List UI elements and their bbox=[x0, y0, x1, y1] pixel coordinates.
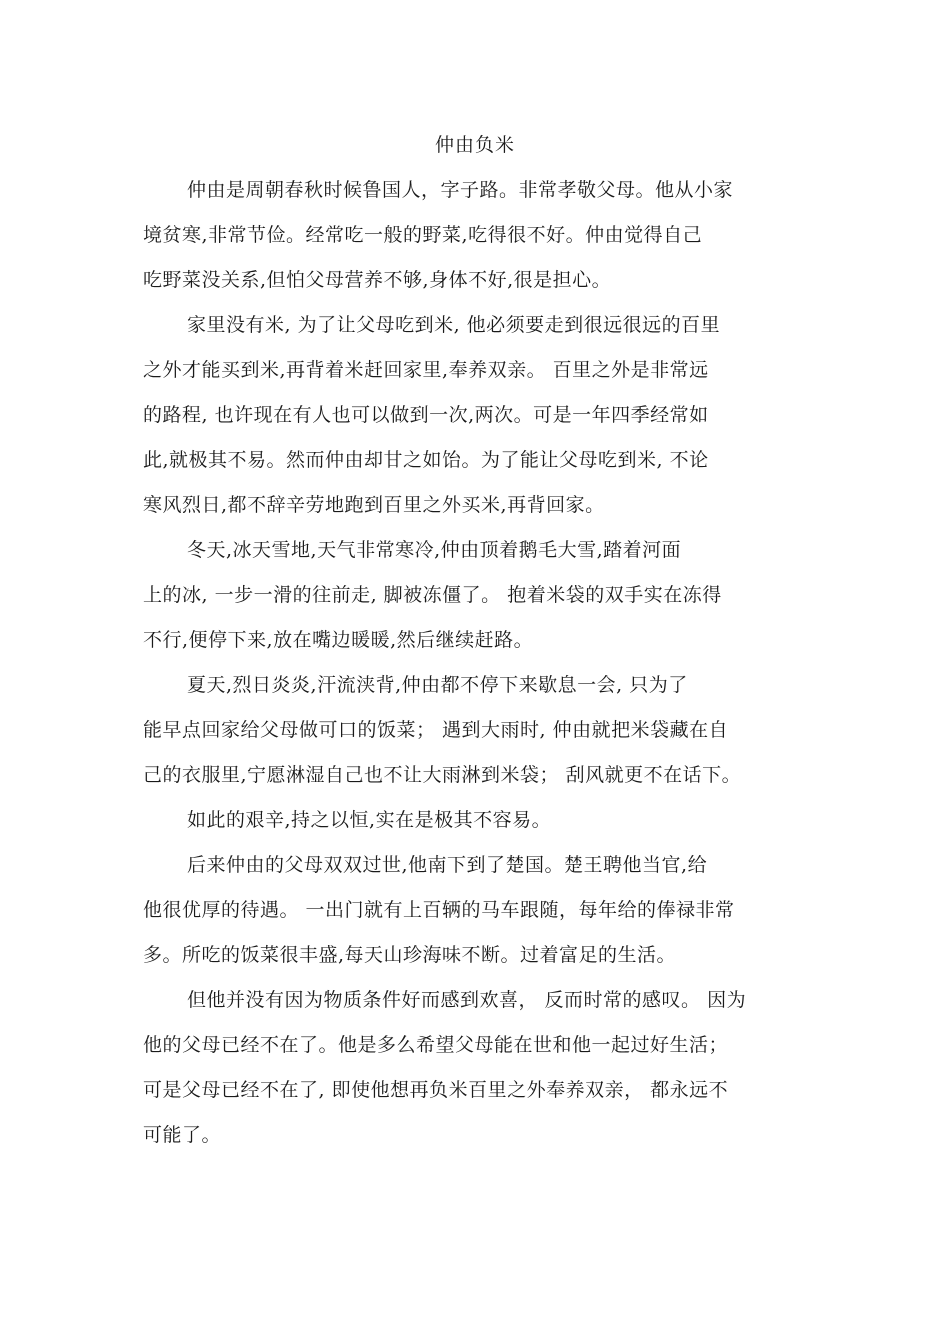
text-line: 寒风烈日,都不辞辛劳地跑到百里之外买米,再背回家。 bbox=[143, 494, 605, 516]
text-line: 的路程, 也许现在有人也可以做到一次,两次。可是一年四季经常如 bbox=[143, 404, 709, 426]
text-line: 此,就极其不易。然而仲由却甘之如饴。为了能让父母吃到米, 不论 bbox=[143, 449, 709, 471]
text-line: 可是父母已经不在了, 即使他想再负米百里之外奉养双亲， 都永远不 bbox=[143, 1079, 729, 1101]
text-line: 多。所吃的饭菜很丰盛,每天山珍海味不断。过着富足的生活。 bbox=[143, 944, 677, 966]
text-line: 之外才能买到米,再背着米赶回家里,奉养双亲。 百里之外是非常远 bbox=[143, 359, 709, 381]
text-line: 境贫寒,非常节俭。经常吃一般的野菜,吃得很不好。仲由觉得自己 bbox=[143, 224, 703, 246]
text-line: 上的冰, 一步一滑的往前走, 脚被冻僵了。 抱着米袋的双手实在冻得 bbox=[143, 584, 722, 606]
text-line: 不行,便停下来,放在嘴边暖暖,然后继续赶路。 bbox=[143, 629, 534, 651]
text-line: 如此的艰辛,持之以恒,实在是极其不容易。 bbox=[187, 809, 552, 831]
text-line: 但他并没有因为物质条件好而感到欢喜， 反而时常的感叹。 因为 bbox=[187, 989, 747, 1011]
text-line: 夏天,烈日炎炎,汗流浃背,仲由都不停下来歇息一会, 只为了 bbox=[187, 674, 688, 696]
text-line: 能早点回家给父母做可口的饭菜； 遇到大雨时, 仲由就把米袋藏在自 bbox=[143, 719, 729, 741]
text-line: 仲由是周朝春秋时候鲁国人，字子路。非常孝敬父母。他从小家 bbox=[187, 179, 734, 201]
text-line: 后来仲由的父母双双过世,他南下到了楚国。楚王聘他当官,给 bbox=[187, 854, 708, 876]
text-line: 己的衣服里,宁愿淋湿自己也不让大雨淋到米袋； 刮风就更不在话下。 bbox=[143, 764, 742, 786]
document-title: 仲由负米 bbox=[434, 134, 515, 156]
text-line: 他的父母已经不在了。他是多么希望父母能在世和他一起过好生活； bbox=[143, 1034, 729, 1056]
text-line: 可能了。 bbox=[143, 1124, 222, 1146]
text-line: 吃野菜没关系,但怕父母营养不够,身体不好,很是担心。 bbox=[143, 269, 612, 291]
text-line: 冬天,冰天雪地,天气非常寒冷,仲由顶着鹅毛大雪,踏着河面 bbox=[187, 539, 682, 561]
text-line: 他很优厚的待遇。 一出门就有上百辆的马车跟随，每年给的俸禄非常 bbox=[143, 899, 735, 921]
text-line: 家里没有米, 为了让父母吃到米, 他必须要走到很远很远的百里 bbox=[187, 314, 721, 336]
